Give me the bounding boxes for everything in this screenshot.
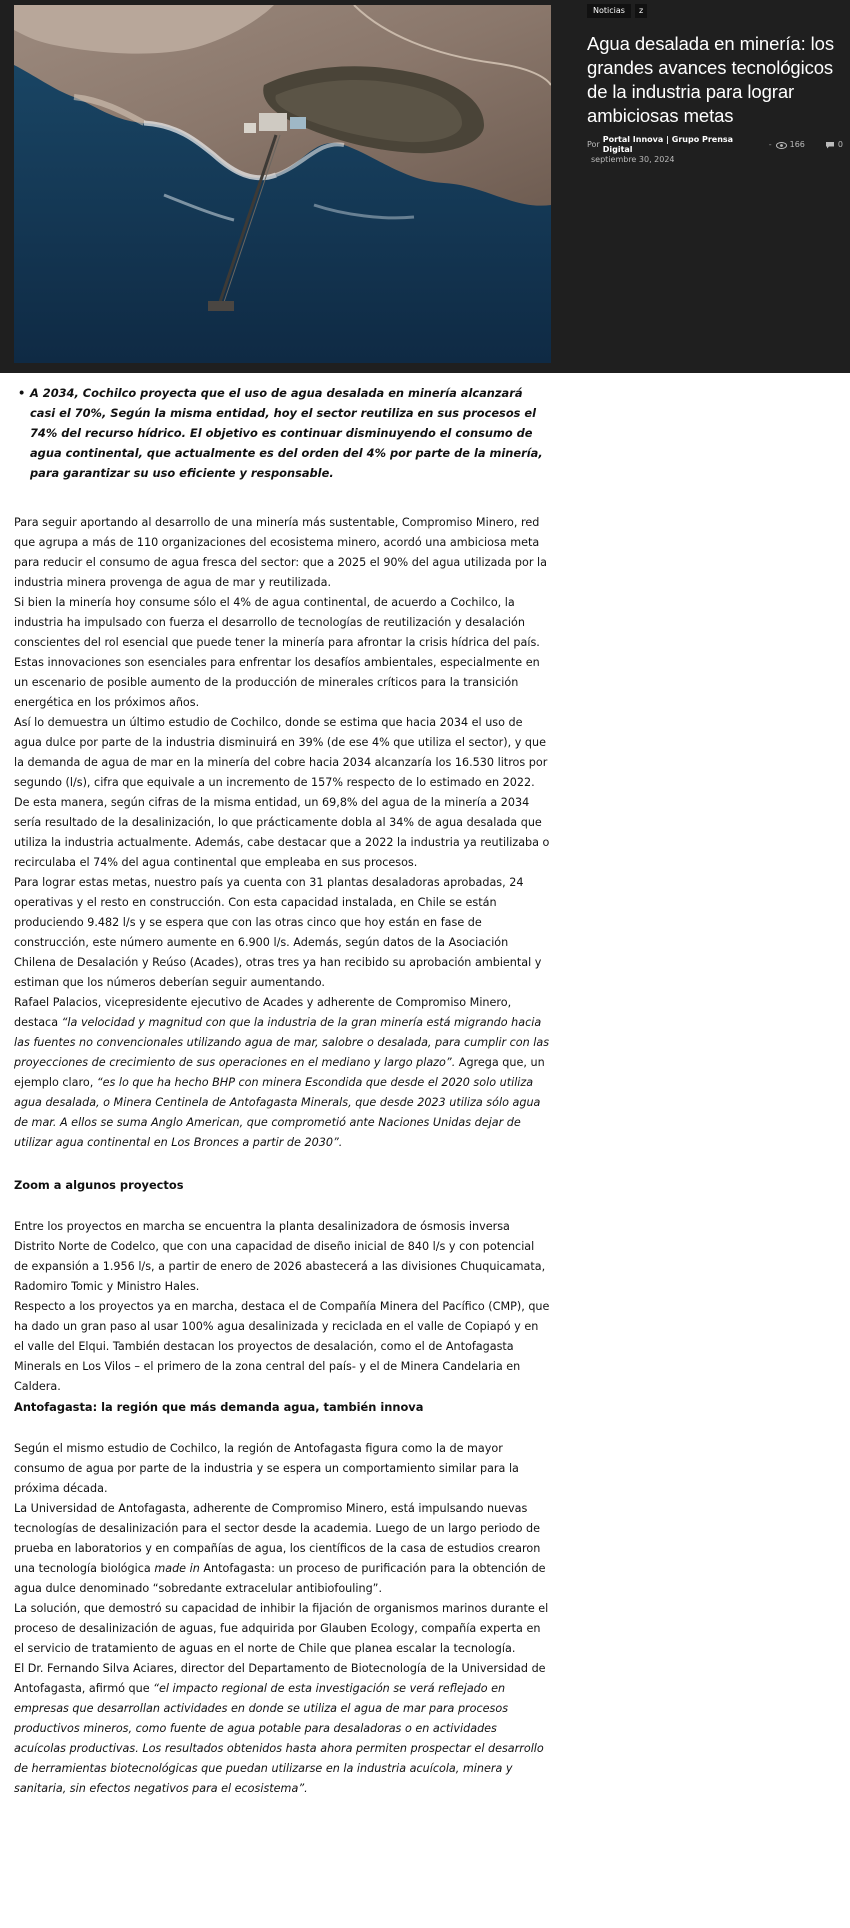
category-tag[interactable]: Noticias: [587, 4, 631, 18]
paragraph: Respecto a los proyectos ya en marcha, destaca el de Compañía Minera del Pacífico (CMP), que ha dado un gran paso al usar 100% agua desalinizada y reciclada en el valle de Copiapó y en el valle del Elqui. También destacan los proyectos de desalación, como el de Antofagasta Minerals en Los Vilos – el primero de la zona central del país- y el de Minera Candelaria en Caldera.: [14, 1300, 550, 1393]
hero-info: [587, 4, 843, 165]
paragraph: Para lograr estas metas, nuestro país ya cuenta con 31 plantas desaladoras aprobadas, 24 operativas y el resto en construcción. Con esta capacidad instalada, en Chile se están produciendo 9.482 l/s y se espera que con las otras cinco que hoy están en fase de construcción, este número aumente en 6.900 l/s. Además, según datos de la Asociación Chilena de Desalación y Reúso (Acades), otras tres ya han recibido su aprobación ambiental y estiman que los números deberían seguir aumentando.: [14, 876, 542, 989]
aerial-coast-illustration: [14, 5, 551, 363]
quote-text: “el impacto regional de esta investigación se verá reflejado en empresas que desarrollan actividades en donde se utiliza el agua de mar para procesos productivos mineros, como fuente de agua potable para desaladoras o en actividades acuícolas productivas. Los resultados obtenidos hasta ahora permiten prospectar el desarrollo de herramientas biotecnológicas que puedan utilizarse en la industria acuícola, minera y sanitaria, sin efectos negativos para el ecosistema”.: [14, 1682, 544, 1795]
quote-intro: El Dr. Fernando Silva Aciares, director del Departamento de Biotecnología de la Universidad de Antofagasta, afirmó que: [14, 1662, 546, 1695]
paragraph: Si bien la minería hoy consume sólo el 4% de agua continental, de acuerdo a Cochilco, la industria ha impulsado con fuerza el desarrollo de tecnologías de reutilización y desalación conscientes del rol esencial que puede tener la minería para afrontar la crisis hídrica del país. Estas innovaciones son esenciales para enfrentar los desafíos ambientales, especialmente en un escenario de posible aumento de la producción de minerales críticos para la transición energética en los próximos años.: [14, 596, 540, 709]
article-title: Agua desalada en minería: los grandes avances tecnológicos de la industria para lograr ambiciosas metas: [587, 33, 835, 126]
paragraph-part: La Universidad de Antofagasta, adherente de Compromiso Minero, está impulsando nuevas tecnologías de desalinización para el sector desde la academia. Luego de un largo periodo de prueba en laboratorios y en compañías de agua, los científicos de la casa de estudios crearon una tecnología biológica: [14, 1502, 541, 1575]
paragraph: Entre los proyectos en marcha se encuentra la planta desalinizadora de ósmosis inversa Distrito Norte de Codelco, que con una capacidad de diseño inicial de 840 l/s y con potencial de expansión a 1.956 l/s, a partir de enero de 2026 abastecerá a las divisiones Chuquicamata, Radomiro Tomic y Ministro Hales.: [14, 1220, 546, 1293]
meta-separator: -: [768, 140, 772, 149]
article-meta: [587, 135, 843, 155]
views-value: 166: [789, 140, 805, 149]
lead-summary: • A 2034, Cochilco proyecta que el uso de agua desalada en minería alcanzará casi el 70%, Según la misma entidad, hoy el sector reutiliza en sus procesos el 74% del recurso hídrico. El objetivo es continuar disminuyendo el consumo de agua continental, que actualmente es del orden del 4% por parte de la minería, para garantizar su uso eficiente y responsable.: [14, 383, 551, 483]
quote-text: “es lo que ha hecho BHP con minera Escondida que desde el 2020 solo utiliza agua desalada, o Minera Centinela de Antofagasta Minerals, que desde 2023 utiliza sólo agua de mar. A ellos se suma Anglo American, que comprometió ante Naciones Unidas dejar de utilizar agua continental en Los Bronces a partir de 2030”.: [14, 1076, 541, 1149]
eye-icon: [776, 142, 787, 149]
category-row: [587, 4, 843, 18]
article-hero: [0, 0, 850, 373]
comment-icon: [825, 141, 835, 149]
lead-list: [14, 383, 551, 483]
quote-intro: Rafael Palacios, vicepresidente ejecutivo de Acades y adherente de Compromiso Minero, destaca: [14, 996, 512, 1029]
section-heading: Antofagasta: la región que más demanda agua, también innova: [14, 1400, 424, 1414]
paragraph: Según el mismo estudio de Cochilco, la región de Antofagasta figura como la de mayor consumo de agua por parte de la industria y se espera un comportamiento similar para la próxima década.: [14, 1442, 519, 1495]
paragraph: Así lo demuestra un último estudio de Cochilco, donde se estima que hacia 2034 el uso de agua dulce por parte de la industria disminuirá en 39% (de ese 4% que utiliza el sector), y que la demanda de agua de mar en la minería del cobre hacia 2034 alcanzaría los 16.530 litros por segundo (l/s), cifra que equivale a un incremento de 157% respecto de lo estimado en 2022.: [14, 716, 548, 789]
paragraph-quote: [14, 993, 551, 1153]
section-heading: Zoom a algunos proyectos: [14, 1178, 184, 1192]
views-count: [776, 140, 805, 150]
paragraph-emphasis: made in: [154, 1562, 200, 1575]
quote-bridge: Agrega que, un ejemplo claro,: [14, 1056, 545, 1089]
author-link[interactable]: Portal Innova | Grupo Prensa Digital: [602, 135, 734, 154]
publish-date: septiembre 30, 2024: [591, 155, 675, 164]
paragraph: La solución, que demostró su capacidad de inhibir la fijación de organismos marinos durante el proceso de desalinización de aguas, fue adquirida por Glauben Ecology, compañía experta en el servicio de tratamiento de aguas en el norte de Chile que planea escalar la tecnología.: [14, 1602, 549, 1655]
quote-text: “la velocidad y magnitud con que la industria de la gran minería está migrando hacia las fuentes no convencionales utilizando agua de mar, salobre o desalada, para cumplir con las proyecciones de crecimiento de sus operaciones en el mediano y largo plazo”.: [14, 1016, 550, 1069]
paragraph-part: Antofagasta: un proceso de purificación para la obtención de agua dulce denominado “sobredante extracelular antibiofouling”.: [14, 1562, 546, 1595]
paragraph-quote: [14, 1659, 551, 1799]
paragraph: [14, 1499, 551, 1599]
comments-value: 0: [837, 140, 843, 149]
category-tag-secondary[interactable]: z: [635, 4, 647, 18]
paragraph: Para seguir aportando al desarrollo de una minería más sustentable, Compromiso Minero, red que agrupa a más de 110 organizaciones del ecosistema minero, acordó una ambiciosa meta para reducir el consumo de agua fresca del sector: que a 2025 el 90% del agua utilizada por la industria minera provenga de agua de mar y reutilizada.: [14, 516, 547, 589]
article-body: [14, 383, 551, 1799]
comments-count[interactable]: [825, 140, 843, 150]
by-label: Por: [587, 140, 600, 149]
paragraph: De esta manera, según cifras de la misma entidad, un 69,8% del agua de la minería a 2034 sería resultado de la desalinización, lo que prácticamente dobla al 34% de agua desalada que utiliza la industria actualmente. Además, cabe destacar que a 2022 la industria ya reutilizaba o recirculaba el 74% del agua continental que empleaba en sus procesos.: [14, 796, 550, 869]
hero-photo: [14, 5, 551, 363]
